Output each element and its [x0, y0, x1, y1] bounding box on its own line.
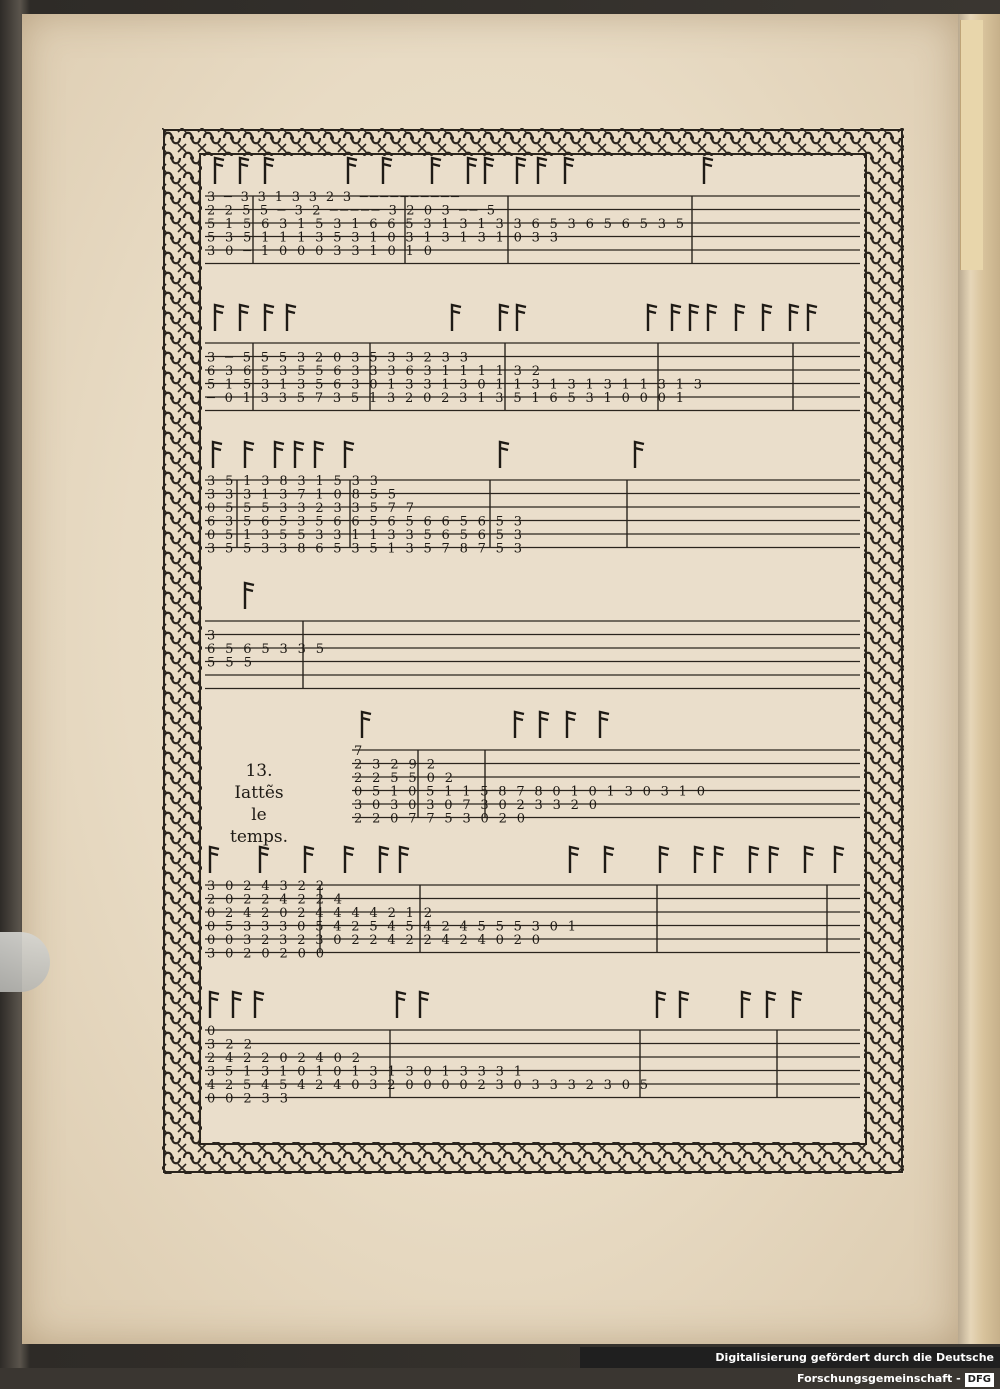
- rhythm-flag: [255, 992, 264, 1018]
- tablature-line: 6 5 6 5 3 3 5: [207, 642, 324, 657]
- rhythm-flag: [233, 992, 242, 1018]
- tablature-line: 3 ─ 5 5 5 3 2 0 3 5 3 3 2 3 3: [207, 350, 468, 366]
- tablature-line: 5 1 5 3 1 3 5 6 3 0 1 3 3 1 3 0 1 1 3 1 3 1 3 1 1 3 1 3: [207, 377, 702, 393]
- tablature-system: [205, 305, 860, 411]
- tablature-line: 0 0 2 3 3: [207, 1091, 288, 1107]
- tablature-line: 3 5 5 3 3 8 6 5 3 5 1 3 5 7 8 7 5 3: [207, 541, 522, 557]
- rhythm-flag: [835, 847, 844, 873]
- tablature-line: 6 3 5 6 5 3 5 6 6 5 6 5 6 6 5 6 5 3: [207, 514, 522, 530]
- rhythm-flag: [265, 305, 274, 331]
- tablature-line: 3 0 2 4 3 2 2: [207, 879, 324, 894]
- rhythm-flag: [305, 847, 314, 873]
- rhythm-flag: [657, 992, 666, 1018]
- rhythm-flag: [383, 158, 392, 184]
- rhythm-flag: [808, 305, 817, 331]
- rhythm-flag: [690, 305, 699, 331]
- rhythm-flag: [345, 847, 354, 873]
- tablature-line: 0 5 1 0 5 1 1 5 8 7 8 0 1 0 1 3 0 3 1 0: [354, 784, 705, 800]
- rhythm-flag: [468, 158, 477, 184]
- rhythm-flag: [708, 305, 717, 331]
- rhythm-flag: [570, 847, 579, 873]
- tablature-line: 5 5 5: [207, 655, 252, 671]
- rhythm-flag: [648, 305, 657, 331]
- rhythm-flag: [680, 992, 689, 1018]
- rhythm-flag: [348, 158, 357, 184]
- rhythm-flag: [380, 847, 389, 873]
- rhythm-flag: [770, 847, 779, 873]
- rhythm-flag: [605, 847, 614, 873]
- rhythm-flag: [695, 847, 704, 873]
- rhythm-flag: [672, 305, 681, 331]
- tablature-line: 0: [207, 1024, 216, 1039]
- tablature-line: 0 5 3 3 3 0 5 4 2 5 4 5 4 2 4 5 5 5 3 0 1: [207, 919, 576, 935]
- tablature-line: 4 2 5 4 5 4 2 4 0 3 2 0 0 0 0 2 3 0 3 3 3 2 3 0 5: [207, 1078, 648, 1093]
- rhythm-flag: [245, 583, 254, 609]
- tablature-system: [205, 442, 860, 557]
- rhythm-flag: [515, 712, 524, 738]
- rhythm-flag: [805, 847, 814, 873]
- tablature-line: 2 3 2 9 2: [354, 757, 435, 773]
- tablature-line: 3 0 2 0 2 0 0: [207, 946, 324, 962]
- rhythm-flag: [485, 158, 494, 184]
- rhythm-flag: [715, 847, 724, 873]
- tablature-line: 7: [354, 744, 363, 759]
- rhythm-flag: [567, 712, 576, 738]
- rhythm-flag: [452, 305, 461, 331]
- rhythm-flag: [400, 847, 409, 873]
- tablature-line: 0 5 1 3 5 5 3 3 1 1 3 3 5 6 5 6 5 3: [207, 528, 522, 543]
- rhythm-flag: [213, 442, 222, 468]
- tablature-line: 5 3 5 1 1 1 3 5 3 1 0 3 1 3 1 3 1 0 3 3: [207, 230, 558, 246]
- rhythm-flag: [265, 158, 274, 184]
- section-title-line1: Iattẽs le: [234, 783, 284, 825]
- rhythm-flag: [245, 442, 254, 468]
- rhythm-flag: [240, 158, 249, 184]
- tablature-line: ─ 0 1 3 3 5 7 3 5 1 3 2 0 2 3 1 3 5 1 6 5 3 1 0 0 0 1: [207, 391, 684, 406]
- tablature-line: 2 2 0 7 7 5 3 0 2 0: [354, 811, 525, 827]
- tablature-line: 2 2 5 5 0 2: [354, 771, 453, 786]
- tablature-line: 5 1 5 6 3 1 5 3 1 6 6 5 3 1 3 1 3 3 6 5 3 6 5 6 5 3 5: [207, 217, 685, 232]
- section-title-line2: temps.: [229, 827, 289, 847]
- rhythm-flag: [736, 305, 745, 331]
- rhythm-flag: [260, 847, 269, 873]
- rhythm-flag: [660, 847, 669, 873]
- rhythm-flag: [210, 992, 219, 1018]
- tablature-line: 3 0 ─ 1 0 0 0 3 3 1 0 1 0: [207, 244, 432, 259]
- dfg-logo: DFG: [965, 1373, 994, 1387]
- rhythm-flag: [275, 442, 284, 468]
- section-number: 13.: [245, 761, 273, 781]
- rhythm-flag: [210, 847, 219, 873]
- rhythm-flag: [704, 158, 713, 184]
- rhythm-flag: [315, 442, 324, 468]
- rhythm-flag: [420, 992, 429, 1018]
- rhythm-flag: [742, 992, 751, 1018]
- tablature-line: 2 4 2 2 0 2 4 0 2: [207, 1051, 360, 1066]
- rhythm-flag: [215, 305, 224, 331]
- rhythm-flag: [763, 305, 772, 331]
- tablature-line: 3: [207, 628, 216, 644]
- rhythm-flag: [600, 712, 609, 738]
- tablature-system: [205, 583, 860, 689]
- tablature-line: 3 5 1 3 1 0 1 0 1 3 1 3 0 1 3 3 3 1: [207, 1064, 522, 1080]
- tablature-line: 3 0 3 0 3 0 7 3 0 2 3 3 2 0: [354, 798, 597, 813]
- tablature-line: 3 3 3 1 3 7 1 0 8 5 5: [207, 487, 396, 503]
- rhythm-flag: [565, 158, 574, 184]
- rhythm-flag: [538, 158, 547, 184]
- rhythm-flag: [793, 992, 802, 1018]
- rhythm-flag: [635, 442, 644, 468]
- tablature-line: 6 3 6 5 3 5 5 6 3 3 3 6 3 1 1 1 1 3 2: [207, 364, 540, 379]
- tablature-line: 2 2 5 5 ─ 3 2 ───── 3 2 0 3 ── 5: [207, 203, 495, 219]
- tablature-system: [205, 847, 860, 962]
- rhythm-flag: [750, 847, 759, 873]
- rhythm-flag: [397, 992, 406, 1018]
- rhythm-flag: [295, 442, 304, 468]
- rhythm-flag: [540, 712, 549, 738]
- rhythm-flag: [767, 992, 776, 1018]
- rhythm-flag: [500, 305, 509, 331]
- tablature-line: 0 5 5 5 3 3 2 3 3 5 7 7: [207, 501, 414, 516]
- rhythm-flag: [790, 305, 799, 331]
- tablature-line: 0 0 3 2 3 2 3 0 2 2 4 2 2 4 2 4 0 2 0: [207, 933, 540, 948]
- tablature-system: [205, 158, 860, 264]
- rhythm-flag: [517, 158, 526, 184]
- tablature-line: 3 ─ 3 3 1 3 3 2 3 ──────────: [207, 190, 459, 205]
- footer-bar: [580, 1347, 1000, 1385]
- tablature-system: [352, 712, 860, 827]
- footer-text: Digitalisierung gefördert durch die Deutsche Forschungsgemeinschaft -: [715, 1351, 994, 1385]
- rhythm-flag: [240, 305, 249, 331]
- rhythm-flag: [517, 305, 526, 331]
- rhythm-flag: [345, 442, 354, 468]
- rhythm-flag: [500, 442, 509, 468]
- tablature-system: [205, 992, 860, 1107]
- tablature-line: 3 5 1 3 8 3 1 5 3 3: [207, 474, 378, 489]
- section-heading: [224, 760, 294, 848]
- rhythm-flag: [362, 712, 371, 738]
- rhythm-flag: [432, 158, 441, 184]
- tablature-line: 3 2 2: [207, 1037, 252, 1053]
- rhythm-flag: [287, 305, 296, 331]
- tablature-line: 2 0 2 2 4 2 2 4: [207, 892, 342, 908]
- rhythm-flag: [215, 158, 224, 184]
- tablature-line: 0 2 4 2 0 2 4 4 4 4 2 1 2: [207, 906, 432, 921]
